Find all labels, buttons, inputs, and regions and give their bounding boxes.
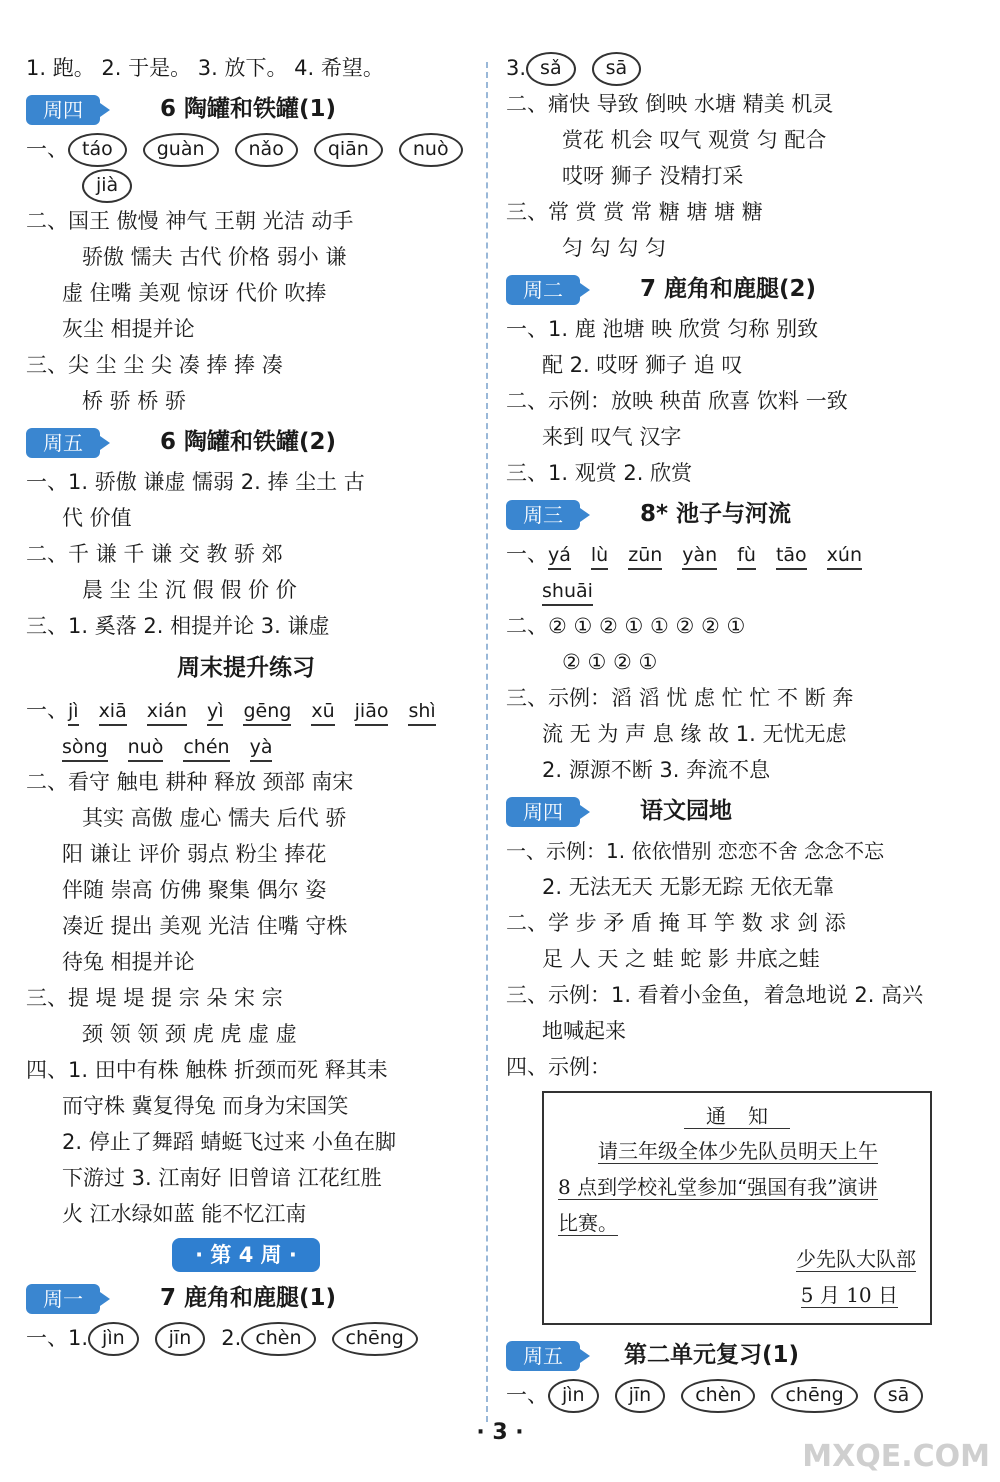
column-divider [486,62,488,1422]
pinyin-circle: jīn [615,1379,666,1413]
left-column [26,50,466,1356]
pinyin-underlined: yà [250,734,273,762]
pinyin-underlined: shuāi [542,578,593,606]
answer-line: 骄傲 懦夫 古代 价格 弱小 谦 [82,245,347,269]
notice-date: 5 月 10 日 [800,1283,898,1307]
lesson-title: 7 鹿角和鹿腿(2) [640,276,817,302]
pinyin-row: 3. sǎ sā [506,50,952,86]
pinyin-underlined: shì [408,698,435,726]
pinyin-underlined: zūn [628,542,662,570]
pinyin-circle: jià [82,169,132,203]
pinyin-underlined: gēng [243,698,291,726]
day-tag: 周一 [26,1284,100,1314]
pinyin-circle: sǎ [526,52,576,86]
pinyin-row [506,572,952,608]
answer-line: 待兔 相提并论 [62,950,195,974]
pinyin-underlined: xián [147,698,187,726]
day-tag: 周五 [506,1341,580,1371]
day-tag: 周四 [26,95,100,125]
section-header [26,1278,466,1318]
day-tag: 周二 [506,275,580,305]
answer-line: 三、示例：滔 滔 忧 虑 忙 忙 不 断 奔 [506,686,854,710]
section-title: 周末提升练习 [177,655,315,681]
section-header [506,791,952,831]
answer-line: 二、示例：放映 秧苗 欣喜 饮料 一致 [506,389,848,413]
answer-line: 2. 停止了舞蹈 蜻蜓飞过来 小鱼在脚 [62,1130,397,1154]
pinyin-underlined: tāo [776,542,807,570]
answer-line: 二、② ① ② ① ① ② ② ① [506,614,746,638]
answer-line: 代 价值 [62,506,132,530]
page-number: · 3 · [476,1420,524,1445]
day-tag: 周三 [506,500,580,530]
pinyin-row: 一、 táo guàn nǎo qiān nuò [26,131,466,167]
answer-line: 虚 住嘴 美观 惊讶 代价 吹捧 [62,281,327,305]
pinyin-underlined: xiā [99,698,127,726]
right-column [506,50,952,1413]
pinyin-underlined: fù [737,542,756,570]
answer-line: 一、1. 鹿 池塘 映 欣赏 匀称 别致 [506,317,819,341]
pinyin-circle: sā [874,1379,924,1413]
pinyin-circle: táo [68,133,127,167]
answer-line: 下游过 3. 江南好 旧曾谙 江花红胜 [62,1166,382,1190]
answer-line: 1. 跑。 2. 于是。 3. 放下。 4. 希望。 [26,56,384,80]
answer-line: 来到 叹气 汉字 [542,425,682,449]
pinyin-circle: nuò [399,133,463,167]
answer-line: 三、示例：1. 看着小金鱼，着急地说 2. 高兴 [506,983,924,1007]
pinyin-circle: guàn [143,133,219,167]
pinyin-circle: chēng [332,1322,418,1356]
answer-line: 2. 源源不断 3. 奔流不息 [542,758,771,782]
pinyin-underlined: lù [591,542,608,570]
pinyin-row [26,167,466,203]
pinyin-circle: jīn [155,1322,206,1356]
pinyin-underlined: xún [827,542,862,570]
answer-line: 灰尘 相提并论 [62,317,195,341]
pinyin-row [26,728,466,764]
pinyin-row: 一、1. jìn jīn 2. chèn chēng [26,1320,466,1356]
answer-line: 配 2. 哎呀 狮子 追 叹 [542,353,743,377]
pinyin-circle: qiān [314,133,383,167]
notice-body: 请三年级全体少先队员明天上午 [598,1139,878,1163]
notice-title: 通知 [558,1099,916,1133]
answer-line: 三、提 堤 堤 提 宗 朵 宋 宗 [26,986,283,1010]
answer-line: 足 人 天 之 蛙 蛇 影 井底之蛙 [542,947,820,971]
lesson-title: 语文园地 [640,798,732,824]
lesson-title: 第二单元复习(1) [624,1342,800,1368]
answer-line: 四、示例： [506,1055,611,1079]
lesson-title: 6 陶罐和铁罐(2) [160,429,337,455]
answer-line: 二、国王 傲慢 神气 王朝 光洁 动手 [26,209,354,233]
pinyin-circle: jìn [88,1322,139,1356]
answer-line: 凑近 提出 美观 光洁 住嘴 守株 [62,914,348,938]
watermark: MXQE.COM [802,1439,990,1474]
answer-line: 二、看守 触电 耕种 释放 颈部 南宋 [26,770,354,794]
notice-box [542,1091,932,1325]
pinyin-underlined: yá [548,542,571,570]
lesson-title: 8* 池子与河流 [640,501,792,527]
answer-line: 哎呀 狮子 没精打采 [562,164,744,188]
section-header [506,1335,952,1375]
pinyin-circle: sā [592,52,642,86]
answer-line: 颈 领 领 颈 虎 虎 虚 虚 [82,1022,297,1046]
answer-line: 匀 勾 勾 匀 [562,236,667,260]
answer-line: 二、痛快 导致 倒映 水塘 精美 机灵 [506,92,834,116]
section-header [26,422,466,462]
answer-line: 三、1. 奚落 2. 相提并论 3. 谦虚 [26,614,330,638]
section-header [26,89,466,129]
section-header [506,494,952,534]
answer-line: 地喊起来 [542,1019,626,1043]
week-banner: · 第 4 周 · [172,1238,320,1272]
answer-line: 桥 骄 桥 骄 [82,389,187,413]
pinyin-circle: chèn [681,1379,755,1413]
pinyin-circle: chèn [241,1322,315,1356]
pinyin-circle: chēng [771,1379,857,1413]
pinyin-underlined: jì [68,698,79,726]
pinyin-row: 一、yá lù zūn yàn fù tāo xún [506,536,952,572]
pinyin-underlined: nuò [128,734,164,762]
lesson-title: 7 鹿角和鹿腿(1) [160,1285,337,1311]
pinyin-underlined: yì [207,698,224,726]
section-header [506,269,952,309]
pinyin-row: 一、jì xiā xián yì gēng xū jiāo shì [26,692,466,728]
notice-signature: 少先队大队部 [796,1247,916,1271]
notice-body: 8 点到学校礼堂参加“强国有我”演讲 [558,1175,878,1199]
answer-line: 三、尖 尘 尘 尖 凑 捧 捧 凑 [26,353,283,377]
answer-line: 2. 无法无天 无影无踪 无依无靠 [542,875,835,899]
answer-line: 伴随 崇高 仿佛 聚集 偶尔 姿 [62,878,327,902]
answer-line: 一、1. 骄傲 谦虚 懦弱 2. 捧 尘土 古 [26,470,365,494]
pinyin-circle: jìn [548,1379,599,1413]
notice-body: 比赛。 [558,1211,618,1235]
pinyin-underlined: yàn [682,542,717,570]
answer-line: 火 江水绿如蓝 能不忆江南 [62,1202,307,1226]
pinyin-row: 一、 jìn jīn chèn chēng sā [506,1377,952,1413]
day-tag: 周五 [26,428,100,458]
answer-line: ② ① ② ① [562,650,658,674]
pinyin-underlined: xū [311,698,334,726]
lesson-title: 6 陶罐和铁罐(1) [160,96,337,122]
answer-line: 赏花 机会 叹气 观赏 匀 配合 [562,128,827,152]
answer-line: 一、示例：1. 依依惜别 恋恋不舍 念念不忘 [506,839,885,863]
answer-line: 流 无 为 声 息 缘 故 1. 无忧无虑 [542,722,847,746]
answer-line: 三、常 赏 赏 常 糖 塘 塘 糖 [506,200,763,224]
pinyin-underlined: jiāo [355,698,389,726]
answer-line: 而守株 冀复得兔 而身为宋国笑 [62,1094,349,1118]
day-tag: 周四 [506,797,580,827]
answer-line: 四、1. 田中有株 触株 折颈而死 释其耒 [26,1058,388,1082]
answer-line: 二、学 步 矛 盾 掩 耳 竽 数 求 剑 添 [506,911,846,935]
answer-line: 其实 高傲 虚心 懦夫 后代 骄 [82,806,347,830]
pinyin-underlined: sòng [62,734,108,762]
answer-line: 晨 尘 尘 沉 假 假 价 价 [82,578,297,602]
pinyin-circle: nǎo [235,133,298,167]
pinyin-underlined: chén [183,734,229,762]
answer-line: 二、千 谦 千 谦 交 教 骄 郊 [26,542,283,566]
answer-line: 三、1. 观赏 2. 欣赏 [506,461,693,485]
answer-line: 阳 谦让 评价 弱点 粉尘 捧花 [62,842,327,866]
